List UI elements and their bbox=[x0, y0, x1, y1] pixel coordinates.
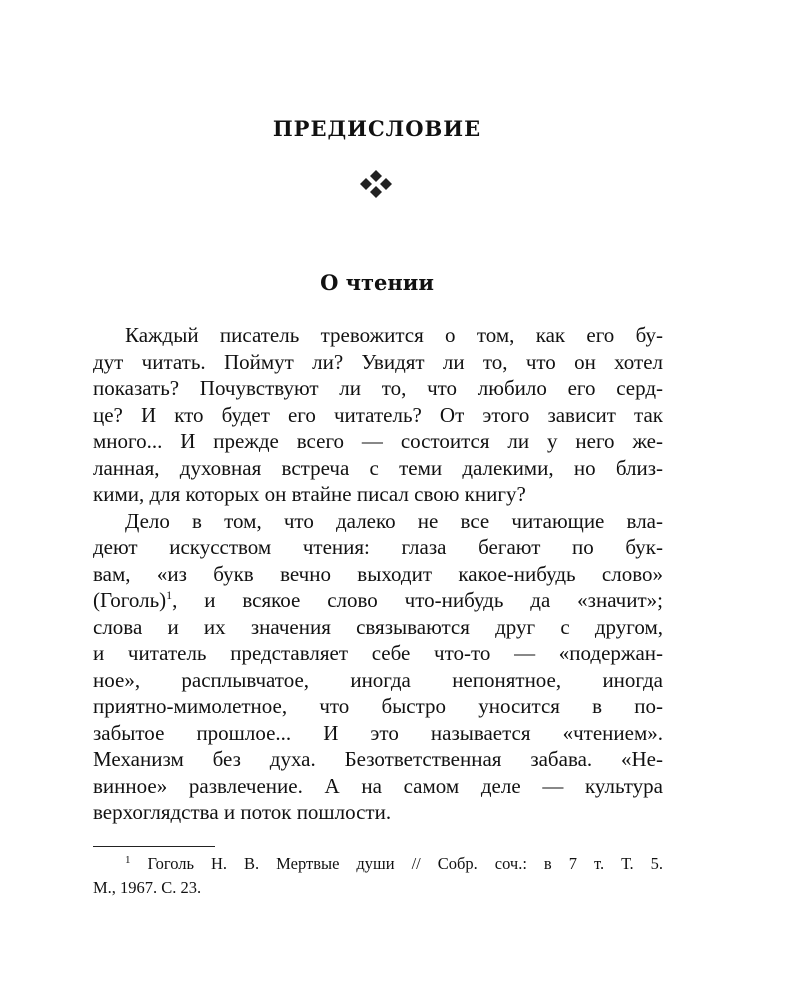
text-line: вам, «из букв вечно выходит какое-нибудь слово» bbox=[93, 561, 663, 586]
text-line: много... И прежде всего — состоится ли у него же- bbox=[93, 429, 663, 453]
text-line: це? И кто будет его читатель? От этого зависит так bbox=[93, 402, 663, 427]
section-title: О чтении bbox=[320, 270, 434, 295]
text-line: показать? Почувствуют ли то, что любило его серд- bbox=[93, 376, 663, 400]
citation-continuation: , и всякое слово что-нибудь да «значит»; bbox=[172, 588, 663, 612]
text-line: ланная, духовная встреча с теми далекими, но близ- bbox=[93, 455, 663, 480]
footnote-reference[interactable]: 1 bbox=[166, 588, 173, 602]
footnote-line: М., 1967. С. 23. bbox=[93, 878, 202, 897]
text-line: деют искусством чтения: глаза бегают по бук- bbox=[93, 535, 663, 559]
chapter-title: ПРЕДИСЛОВИЕ bbox=[272, 116, 482, 141]
text-line: Механизм без духа. Безответственная забава. «Не- bbox=[93, 747, 663, 771]
text-line bbox=[93, 587, 663, 614]
text-line: Дело в том, что далеко не все читающие вла- bbox=[125, 508, 663, 533]
text-line: приятно-мимолетное, что быстро уносится в по- bbox=[93, 694, 663, 718]
text-line: дут читать. Поймут ли? Увидят ли то, что он хотел bbox=[93, 349, 663, 374]
text-line: ное», расплывчатое, иногда непонятное, иногда bbox=[93, 667, 663, 692]
citation-text: (Гоголь) bbox=[93, 588, 167, 612]
footnote bbox=[93, 852, 663, 900]
text-line: забытое прошлое... И это называется «чтением». bbox=[93, 720, 663, 745]
text-line: винное» развлечение. А на самом деле — культура bbox=[93, 773, 663, 798]
text-line: Каждый писатель тревожится о том, как его бу- bbox=[125, 323, 663, 347]
footnote-separator bbox=[93, 846, 215, 847]
four-diamond-ornament-icon bbox=[358, 169, 394, 199]
text-line: слова и их значения связываются друг с другом, bbox=[93, 614, 663, 639]
text-line: верхоглядства и поток пошлости. bbox=[93, 800, 392, 824]
footnote-number: 1 bbox=[125, 854, 131, 866]
paragraph bbox=[93, 508, 663, 826]
paragraph bbox=[93, 322, 663, 508]
text-line: и читатель представляет себе что-то — «подержан- bbox=[93, 641, 663, 665]
footnote-line bbox=[93, 852, 663, 876]
text-line: кими, для которых он втайне писал свою книгу? bbox=[93, 482, 526, 506]
body-text bbox=[93, 322, 663, 826]
footnote-text: Гоголь Н. В. Мертвые души // Собр. соч.: в 7 т. Т. 5. bbox=[147, 854, 663, 873]
